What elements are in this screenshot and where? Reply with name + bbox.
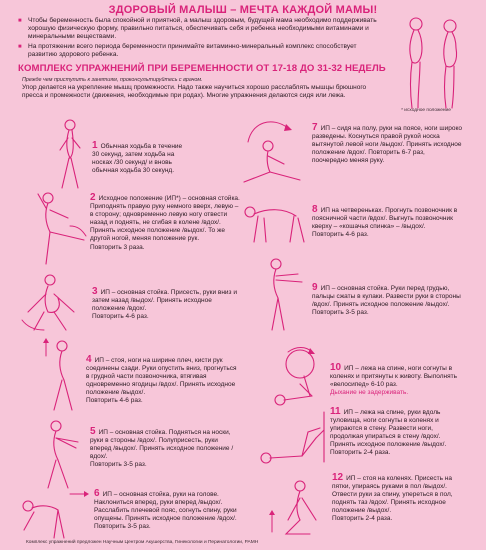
legend-note: * исходное положение bbox=[401, 108, 451, 113]
exercise-4-figure bbox=[40, 338, 86, 412]
exercise-9: 9 ИП – основная стойка. Руки перед грудью, пальцы сжаты в кулаки. Развести руки в стороны /вдох/. Принять исходное положение /выдох/. Повторить 3-5 раз. bbox=[312, 282, 461, 317]
exercise-1: 1 Обычная ходьба в течение 30 секунд, затем ходьба на носках /30 секунд/ и вновь обычная ходьба 30 секунд. bbox=[92, 140, 183, 175]
exercise-7-figure bbox=[238, 112, 306, 186]
exercise-10-figure bbox=[270, 344, 328, 410]
exercise-11: 11 ИП – лежа на спине, руки вдоль туловища, ноги согнуты в коленях и упираются в стену. Развести ноги, продолжая упираться в стену /вдох/. Принять исходное положение /выдох/. Повторить 2-4 раза. bbox=[330, 406, 447, 457]
exercise-3-figure bbox=[14, 272, 86, 334]
exercise-12-figure bbox=[266, 476, 334, 538]
exercise-1-figure bbox=[52, 118, 88, 190]
exercise-8-figure bbox=[240, 196, 308, 246]
exercise-8: 8 ИП на четвереньках. Прогнуть позвоночник в поясничной части /вдох/. Выгнуть позвоночник кверху – «кошачья спинка» – /выдох/. Повторить 4-6 раз. bbox=[312, 204, 458, 239]
exercise-5-figure bbox=[34, 418, 86, 490]
exercise-10: 10 ИП – лежа на спине, ноги согнуты в коленях и притянуты к животу. Выполнять «велосипед» 6-10 раз. Дыхание не задерживать. bbox=[330, 362, 457, 397]
bullet-item: ■ На протяжении всего периода беременности принимайте витаминно-минеральный комплекс способствует развитию здорового ребенка. bbox=[18, 43, 378, 59]
exercise-2: 2 Исходное положение (ИП*) – основная стойка. Приподнять правую руку немного вверх, левую – в сторону; одновременно левую ногу отвести назад и поднять, не сгибая в колене /вдох/. Принять исходное положение /выдох/. То же другой ногой, меняя положение рук. Повторить 3 раза. bbox=[90, 192, 240, 251]
exercise-4: 4 ИП – стоя, ноги на ширине плеч, кисти рук соединены сзади. Руки опустить вниз, прогнуться в грудной части позвоночника, втягивая одновременно ягодицы /вдох/. Принять исходное положение /выдох/. Повторить 4-6 раз. bbox=[86, 354, 237, 405]
section-title: КОМПЛЕКС УПРАЖНЕНИЙ ПРИ БЕРЕМЕННОСТИ ОТ 17-18 ДО 31-32 НЕДЕЛЬ bbox=[18, 63, 386, 74]
footer-credit: Комплекс упражнений предложен Научным Центром Акушерства, Гинекологии и Перинатологии, РАМН bbox=[26, 540, 259, 545]
exercise-9-figure bbox=[262, 254, 310, 332]
exercise-5: 5 ИП – основная стойка. Подняться на носки, руки в стороны /вдох/. Полуприсесть, руки вперед /выдох/. Принять исходное положение /вдох/. Повторить 3-5 раз. bbox=[90, 426, 234, 469]
intro-paragraph: Упор делается на укрепление мышц промежности. Надо также научиться хорошо расслаблять мышцы брюшного пресса и промежности (движения, необходимые при родах). Многие упражнения делаются сидя или лежа. bbox=[22, 84, 367, 99]
exercise-2-figure bbox=[24, 188, 94, 268]
intro-bullets bbox=[18, 17, 378, 60]
exercise-6-figure bbox=[18, 486, 92, 540]
exercise-6: 6 ИП – основная стойка, руки на голове. Наклониться вперед, руки вперед /выдох/. Расслабить плечевой пояс, согнуть спину, руки опущены. Принять исходное положение /вдох/. Повторить 3-5 раз. bbox=[94, 488, 237, 531]
exercise-3: 3 ИП – основная стойка. Присесть, руки вниз и затем назад /выдох/. Принять исходное положение /вдох/. Повторить 4-6 раз. bbox=[92, 286, 237, 321]
exercise-11-figure bbox=[258, 408, 328, 466]
exercise-12: 12 ИП – стоя на коленях. Присесть на пятки, упираясь руками в пол /выдох/. Отвести руки за спину, упереться в пол, поднять таз /вдох/. Принять исходное положение /выдох/. Повторить 2-4 раза. bbox=[332, 472, 453, 523]
bullet-item: ■ Чтобы беременность была спокойной и приятной, а малыш здоровым, будущей мама необходимо поддерживать хорошую физическую форму, правильно питаться, обеспечивать себя и ребенка необходимыми витаминами и минеральными веществами. bbox=[18, 17, 378, 42]
doctor-advice: Прежде чем приступить к занятиям, проконсультируйтесь с врачом. bbox=[22, 77, 203, 83]
exercise-7: 7 ИП – сидя на полу, руки на поясе, ноги широко разведены. Коснуться правой рукой носка вытянутой левой ноги /выдох/. Принять исходное положение /вдох/. Повторить 6-7 раз, поочередно меняя руку. bbox=[312, 122, 462, 165]
headline: ЗДОРОВЫЙ МАЛЫШ – МЕЧТА КАЖДОЙ МАМЫ! bbox=[108, 4, 378, 16]
